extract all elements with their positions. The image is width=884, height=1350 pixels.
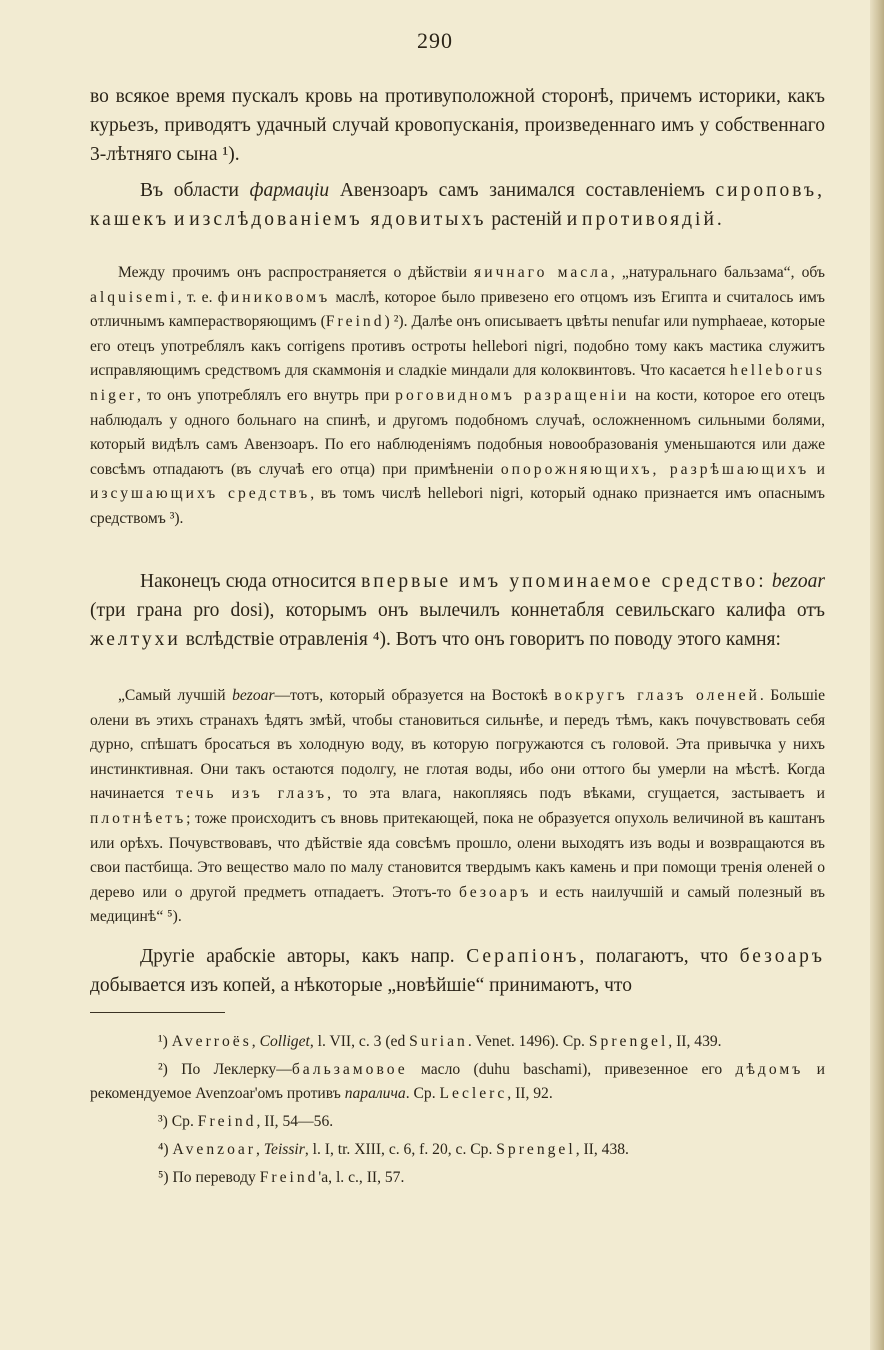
spaced-text: helleborus niger (90, 362, 825, 404)
spaced-text: опорожняющихъ, разрѣшающихъ (500, 460, 810, 478)
spaced-text: роговидномъ разращеніи (395, 386, 630, 404)
text-run: Другіе арабскіе авторы, какъ напр. (140, 946, 467, 967)
text-run: , l. VII, c. 3 (ed (309, 1033, 410, 1050)
page-number: 290 (417, 28, 453, 53)
text-run: добывается изъ копей, а нѣкоторые „новѣйшіе“ принимаютъ, что (90, 975, 632, 996)
text-run: ; тоже происходитъ съ вновь притекающей, пока не образуется опухоль величиной въ каштанъ или орѣхъ. Почувствовавъ, что дѣйствіе яда совсѣмъ прошло, олени выходятъ изъ воды и возвращаются въ свои пастбища. Это вещество мало по малу становится твердымъ какъ камень и при помощи тренія оленей о дерево или о другой предметъ отпадаетъ. Этотъ-то (90, 809, 825, 901)
spaced-text: Leclerc (439, 1085, 508, 1102)
spaced-text: безоаръ (739, 946, 825, 967)
spaced-text: Averroës (171, 1033, 252, 1050)
text-run: , II, 439. (668, 1033, 722, 1050)
spaced-text: вокругъ глазъ оленей (554, 687, 760, 704)
emphasis-bezoar: bezoar (232, 687, 275, 704)
footnote-mark: ⁴) (158, 1141, 173, 1158)
italic-title: Teissir (263, 1141, 305, 1158)
spaced-text: безоаръ (459, 883, 532, 901)
spaced-text: желтухи (90, 629, 181, 650)
footnote-mark: ¹) (158, 1033, 172, 1050)
spaced-text: впервые имъ упоминаемое средство: (361, 571, 767, 592)
text-run: растеній и (486, 209, 583, 230)
text-run: Въ области (140, 180, 250, 201)
footnote-1 (90, 1030, 825, 1054)
text-run: , (251, 1033, 260, 1050)
spaced-text: течь изъ глазъ (176, 785, 328, 803)
text-run: , II, 438. (575, 1141, 629, 1158)
text-run: Наконецъ сюда относится (140, 571, 362, 592)
text-run: и есть наилучшій и самый полезный въ медицинѣ“ ⁵). (90, 883, 825, 926)
spaced-text: alquisemi (90, 288, 178, 306)
paragraph-bezoar (90, 567, 825, 654)
footnote-2 (90, 1058, 825, 1106)
text-run: . Ср. (405, 1085, 440, 1102)
text-run: и рекомендуемое Avenzoar'омъ противъ (90, 1061, 825, 1102)
spaced-text: изслѣдованіемъ ядовитыхъ (189, 209, 487, 230)
footnote-5 (90, 1166, 825, 1190)
footnote-3 (90, 1110, 825, 1134)
paragraph-other-authors (90, 942, 825, 1000)
spaced-text: Freind (325, 313, 385, 331)
emphasis-pharmacy: фармаціи (249, 180, 330, 201)
spaced-text: финиковомъ (217, 288, 331, 306)
spaced-text: Surian (409, 1033, 468, 1050)
spaced-text: Freind (197, 1113, 257, 1130)
text-run: на кости, которое его отецъ наблюдалъ у одного больнаго на спинѣ, и другомъ подобномъ случаѣ, осложненномъ сильными болями, который видѣлъ самъ Авензоаръ. По его наблюденіямъ подобныя новообразованія уменьшаются или даже совсѣмъ отпадаютъ (въ случаѣ его отца) при примѣненіи (90, 386, 825, 478)
text-run: , въ томъ числѣ hellebori nigri, который однако признается имъ опаснымъ средствомъ ³). (90, 485, 825, 527)
footnote-mark: ²) По Леклерку— (158, 1061, 292, 1078)
text-run: . Venet. 1496). Ср. (467, 1033, 589, 1050)
text-run: маслѣ, которое было привезено его отцомъ изъ Египта и считалось имъ отличнымъ камперастворяющимъ ( (90, 288, 825, 331)
text-run: —тотъ, который образуется на Востокѣ (274, 687, 555, 704)
spaced-text: бальзамовое (291, 1061, 408, 1078)
text-run: масло (duhu baschami), привезенное его (407, 1061, 736, 1078)
text-run: , l. I, tr. XIII, c. 6, f. 20, c. Ср. (304, 1141, 497, 1158)
spaced-text: Sprengel (588, 1033, 669, 1050)
paragraph-continuation (90, 82, 825, 169)
spaced-text: Серапіонъ (466, 946, 580, 967)
block-quote (90, 684, 825, 930)
text-run: вслѣдствіе отравленія ⁴). Вотъ что онъ говоритъ по поводу этого камня: (180, 629, 781, 650)
footnotes (90, 1030, 825, 1190)
paragraph-pharmacy (90, 176, 825, 234)
spaced-text: противоядій. (582, 209, 725, 230)
paragraph-oils (90, 261, 825, 532)
emphasis-bezoar: bezoar (771, 571, 825, 592)
spaced-text: изсушающихъ средствъ (90, 485, 311, 503)
text-run: 'a, l. c., II, 57. (318, 1169, 405, 1186)
text-run: Авензоаръ самъ занимался составленіемъ (329, 180, 716, 201)
footnote-mark: ³) Ср. (158, 1113, 198, 1130)
text-run: Между прочимъ онъ распространяется о дѣйствіи (118, 264, 475, 281)
text-run: „Самый лучшій (118, 687, 233, 704)
footnote-mark: ⁵) По переводу (158, 1169, 260, 1186)
spaced-text: дѣдомъ (735, 1061, 804, 1078)
text-run: и (809, 460, 826, 478)
text-run: , то онъ употреблялъ его внутрь при (137, 386, 396, 404)
paragraph-text: во всякое время пускалъ кровь на противуположной сторонѣ, причемъ историки, какъ курьезъ, приводятъ удачный случай кровопусканія, произведеннаго имъ у собственнаго 3-лѣтняго сына ¹). (90, 86, 825, 165)
text-run: , полагаютъ, что (579, 946, 740, 967)
text-run: и (169, 209, 190, 230)
italic-term: паралича (344, 1085, 406, 1102)
text-run: , II, 92. (507, 1085, 553, 1102)
text-run: , т. е. (177, 288, 218, 306)
text-run: , „натуральнаго бальзама“, объ (610, 264, 825, 281)
text-run: , то эта влага, накопляясь подъ вѣками, сгущается, застываетъ и (327, 785, 825, 803)
text-run: , (255, 1141, 264, 1158)
italic-title: Colliget (259, 1033, 310, 1050)
spaced-text: Sprengel (496, 1141, 576, 1158)
spaced-text: яичнаго масла (474, 264, 611, 281)
spaced-text: Freind (259, 1169, 319, 1186)
text-run: (три грана pro dosi), которымъ онъ вылечилъ коннетабля севильскаго калифа отъ (90, 600, 825, 621)
spaced-text: сироповъ, кашекъ (90, 180, 825, 230)
footnote-divider (90, 1012, 225, 1013)
spaced-text: Avenzoar (172, 1141, 256, 1158)
footnote-4 (90, 1138, 825, 1162)
text-run: . Большіе олени въ этихъ странахъ ѣдятъ змѣй, чтобы становиться сильнѣе, и передъ тѣмъ, какъ почувствовать себя дурно, спѣшатъ бросаться въ холодную воду, въ которую погружаются съ головой. Эта привычка у нихъ инстинктивная. Они такъ остаются подолгу, не глотая воды, ибо они оттого бы умерли на мѣстѣ. Когда начинается (90, 687, 826, 803)
text-run: , II, 54—56. (256, 1113, 334, 1130)
spaced-text: плотнѣетъ (90, 809, 187, 827)
page-edge (870, 0, 884, 1350)
text-run: ) ²). Далѣе онъ описываетъ цвѣты nenufar или nymphaeae, которые его отецъ употреблялъ какъ corrigens противъ остроты hellebori nigri, подобно тому какъ мастика служитъ исправляющимъ средствомъ для скаммонія и сладкіе миндали для колоквинтовъ. Что касается (90, 313, 825, 380)
